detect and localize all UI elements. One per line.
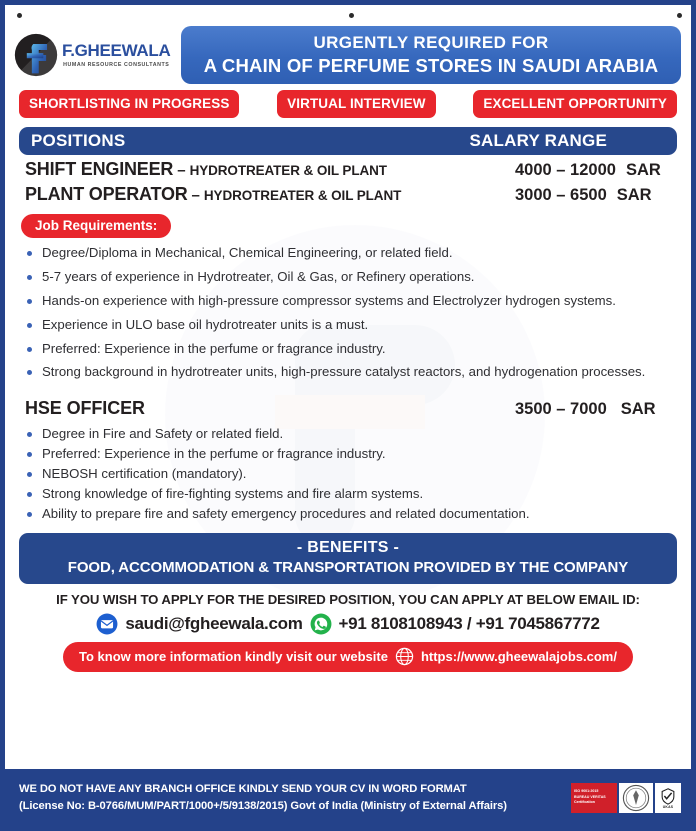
contact-phones[interactable]: +91 8108108943 / +91 7045867772 bbox=[338, 613, 600, 633]
job-dash: – bbox=[191, 187, 200, 204]
footer-line-1: WE DO NOT HAVE ANY BRANCH OFFICE KINDLY SEND YOUR CV IN WORD FORMAT bbox=[19, 783, 467, 796]
pin-dot-left bbox=[17, 13, 22, 18]
job-salary-currency: SAR bbox=[625, 161, 661, 179]
table-row bbox=[5, 155, 691, 180]
hse-requirements-list bbox=[27, 426, 673, 522]
cert-iso-label: ISO 9001:2015 bbox=[574, 789, 599, 794]
status-badge-shortlisting: SHORTLISTING IN PROGRESS bbox=[19, 90, 239, 118]
apply-instruction: IF YOU WISH TO APPLY FOR THE DESIRED POSITION, YOU CAN APPLY AT BELOW EMAIL ID: bbox=[56, 591, 640, 607]
list-item: NEBOSH certification (mandatory). bbox=[27, 466, 673, 483]
list-item: Strong background in hydrotreater units, high-pressure catalyst reactors, and hydrogenation processes. bbox=[27, 364, 673, 381]
job-salary bbox=[499, 186, 677, 205]
website-prefix-label: To know more information kindly visit our website bbox=[79, 648, 388, 664]
job-title: SHIFT ENGINEER bbox=[25, 159, 174, 179]
positions-table-header bbox=[19, 127, 677, 155]
list-item: Preferred: Experience in the perfume or fragrance industry. bbox=[27, 341, 673, 358]
list-item: 5-7 years of experience in Hydrotreater, Oil & Gas, or Refinery operations. bbox=[27, 269, 673, 286]
company-logo bbox=[13, 32, 177, 78]
job-salary bbox=[499, 400, 677, 419]
list-item: Strong knowledge of fire-fighting systems and fire alarm systems. bbox=[27, 486, 673, 503]
job-salary-amount: 4000 – 12000 bbox=[515, 161, 616, 179]
website-pill[interactable] bbox=[63, 642, 633, 672]
globe-icon bbox=[395, 647, 414, 666]
pin-dot-center bbox=[349, 13, 354, 18]
headline-line-2: A CHAIN OF PERFUME STORES IN SAUDI ARABIA bbox=[203, 54, 659, 76]
column-header-positions: POSITIONS bbox=[31, 131, 126, 150]
job-salary-currency: SAR bbox=[620, 400, 656, 419]
status-badge-virtual-interview: VIRTUAL INTERVIEW bbox=[277, 90, 435, 118]
ukas-tick-icon bbox=[659, 787, 677, 805]
benefits-banner bbox=[19, 533, 677, 584]
whatsapp-icon bbox=[310, 613, 332, 635]
status-badge-excellent-opportunity: EXCELLENT OPPORTUNITY bbox=[473, 90, 677, 118]
job-title: HSE OFFICER bbox=[25, 398, 145, 419]
list-item: Degree in Fire and Safety or related field. bbox=[27, 426, 673, 443]
company-tagline: HUMAN RESOURCE CONSULTANTS bbox=[63, 62, 170, 68]
cert-bv-label: BUREAU VERITAS bbox=[574, 794, 606, 799]
company-name: F.GHEEWALA bbox=[62, 41, 171, 60]
website-url[interactable]: https://www.gheewalajobs.com/ bbox=[420, 648, 617, 664]
contact-row bbox=[5, 613, 691, 635]
table-row bbox=[5, 388, 691, 419]
list-item: Hands-on experience with high-pressure compressor systems and Electrolyzer hydrogen systems. bbox=[27, 293, 673, 310]
benefits-detail: FOOD, ACCOMMODATION & TRANSPORTATION PROVIDED BY THE COMPANY bbox=[67, 558, 629, 576]
footer-disclaimer bbox=[19, 781, 507, 813]
seal-emblem-icon bbox=[622, 784, 650, 812]
envelope-icon bbox=[96, 613, 118, 635]
job-title: PLANT OPERATOR bbox=[25, 184, 188, 204]
pin-dot-right bbox=[677, 13, 682, 18]
job-requirements-label: Job Requirements: bbox=[21, 214, 171, 238]
contact-email[interactable]: saudi@fgheewala.com bbox=[125, 613, 303, 633]
list-item: Degree/Diploma in Mechanical, Chemical Engineering, or related field. bbox=[27, 245, 673, 262]
bureau-veritas-seal-icon bbox=[619, 783, 653, 813]
bureau-veritas-badge bbox=[571, 783, 617, 813]
footer-line-2: (License No: B-0766/MUM/PART/1000+/5/9138/2015) Govt of India (Ministry of External Affairs) bbox=[19, 799, 507, 812]
list-item: Experience in ULO base oil hydrotreater units is a must. bbox=[27, 317, 673, 334]
poster-footer bbox=[5, 769, 691, 826]
website-row bbox=[5, 642, 691, 672]
benefits-heading: - BENEFITS - bbox=[296, 538, 400, 556]
status-badge-row bbox=[5, 83, 691, 118]
gheewala-circle-f-logo-icon bbox=[13, 32, 59, 78]
job-salary-currency: SAR bbox=[616, 186, 652, 204]
ukas-badge bbox=[655, 783, 681, 813]
table-row bbox=[5, 180, 691, 205]
job-requirements-list bbox=[27, 245, 673, 381]
ukas-label: UKAS bbox=[662, 804, 674, 809]
job-dash: – bbox=[177, 162, 186, 179]
list-item: Preferred: Experience in the perfume or fragrance industry. bbox=[27, 446, 673, 463]
headline-line-1: URGENTLY REQUIRED FOR bbox=[313, 33, 549, 53]
job-salary-amount: 3000 – 6500 bbox=[515, 186, 607, 204]
job-subtitle: HYDROTREATER & OIL PLANT bbox=[189, 163, 387, 178]
poster-header bbox=[5, 27, 691, 83]
cert-bv-sub-label: Certification bbox=[574, 800, 595, 805]
company-logo-text bbox=[62, 42, 170, 68]
certification-badges bbox=[571, 783, 681, 813]
job-salary-amount: 3500 – 7000 bbox=[515, 400, 607, 419]
job-subtitle: HYDROTREATER & OIL PLANT bbox=[203, 188, 402, 203]
headline-banner bbox=[181, 26, 681, 83]
list-item: Ability to prepare fire and safety emergency procedures and related documentation. bbox=[27, 506, 673, 523]
column-header-salary-range: SALARY RANGE bbox=[469, 131, 607, 150]
job-salary bbox=[499, 161, 677, 180]
top-pin-dots bbox=[5, 5, 691, 27]
